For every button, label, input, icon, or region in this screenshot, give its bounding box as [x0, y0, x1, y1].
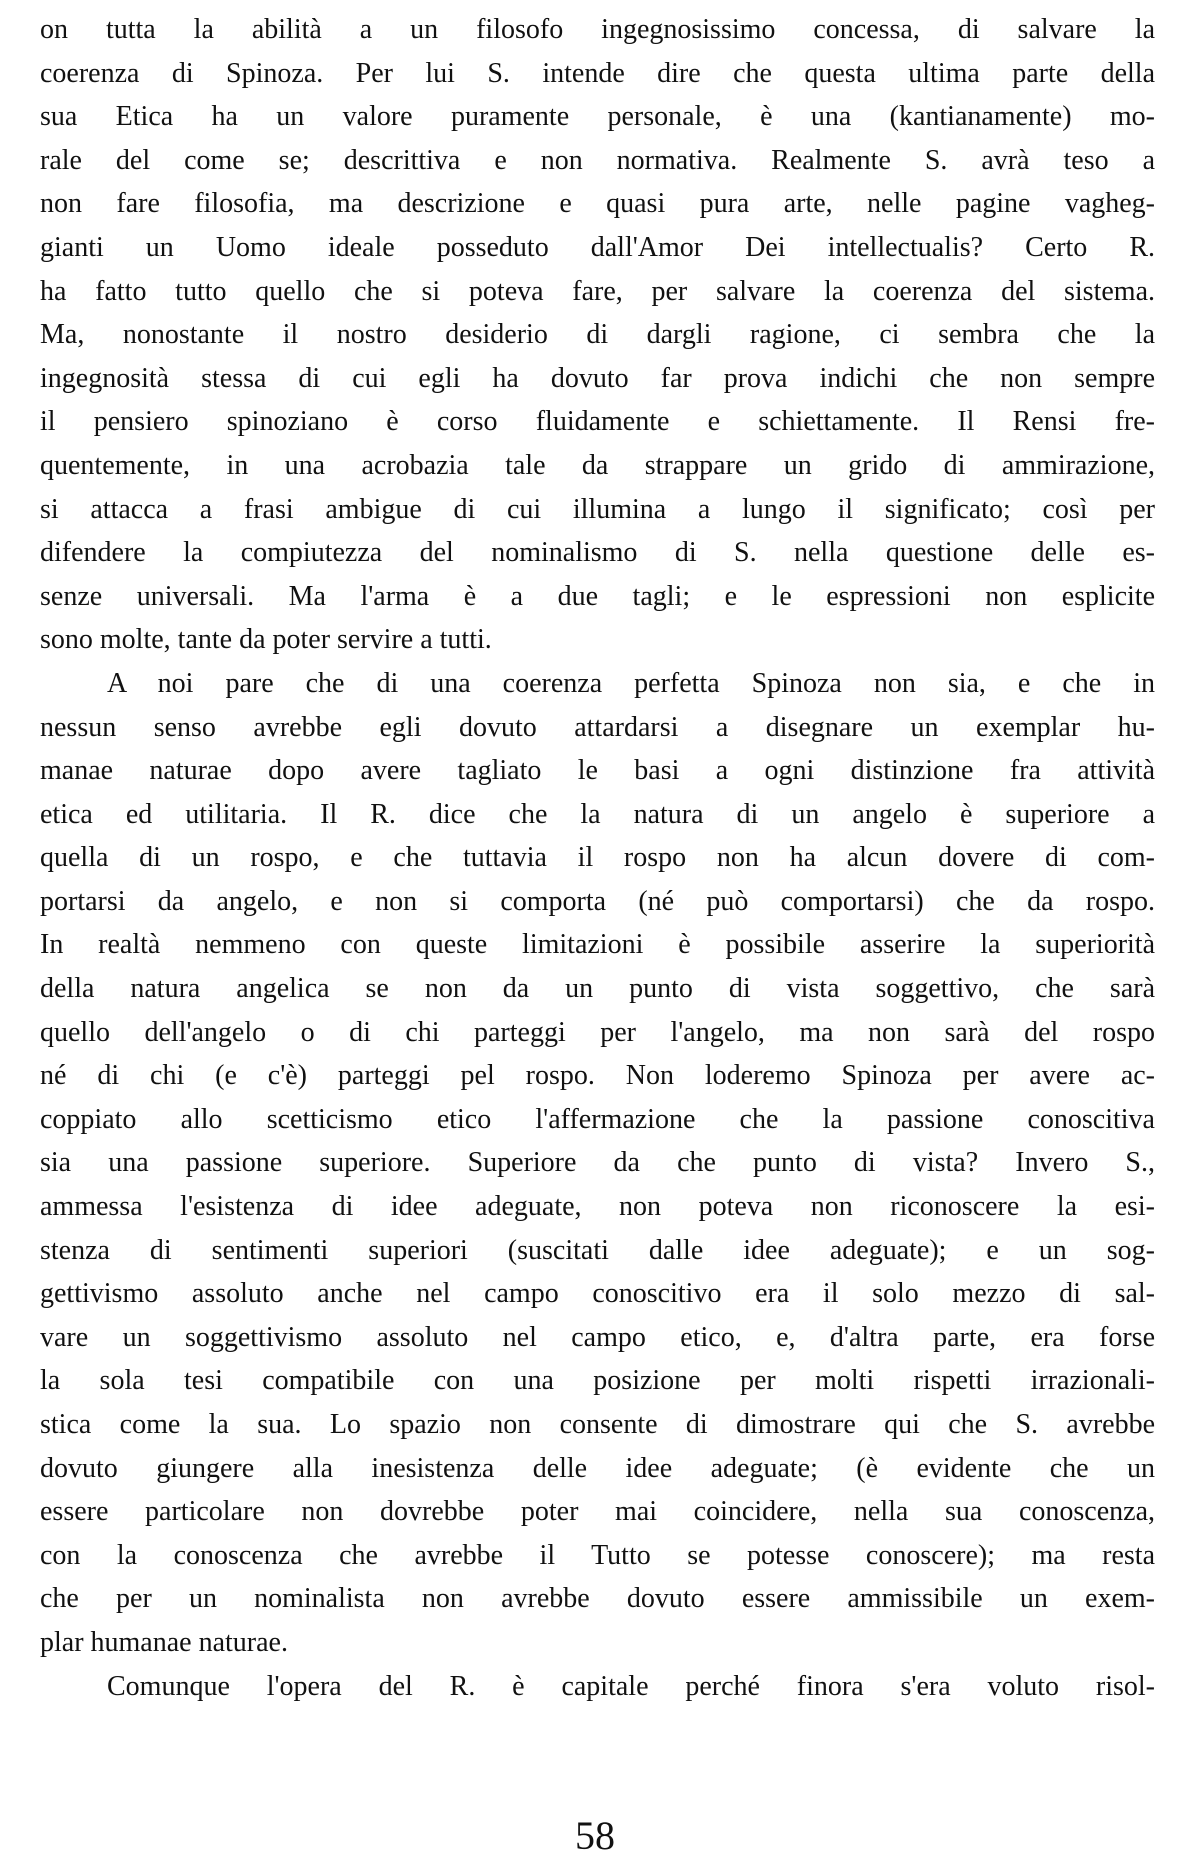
text-line: la sola tesi compatibile con una posizione per molti rispetti irrazionali-: [40, 1365, 1155, 1397]
text-line: senze universali. Ma l'arma è a due tagli; e le espressioni non esplicite: [40, 580, 1155, 612]
text-line: sono molte, tante da poter servire a tutti.: [40, 624, 492, 656]
page-number: 58: [575, 1813, 615, 1858]
text-line: il pensiero spinoziano è corso fluidamente e schiettamente. Il Rensi fre-: [40, 406, 1155, 438]
text-line: né di chi (e c'è) parteggi pel rospo. Non loderemo Spinoza per avere ac-: [40, 1060, 1155, 1092]
text-line: ammessa l'esistenza di idee adeguate, non poteva non riconoscere la esi-: [40, 1191, 1155, 1223]
text-line: della natura angelica se non da un punto di vista soggettivo, che sarà: [40, 973, 1155, 1005]
text-line: sua Etica ha un valore puramente personale, è una (kantianamente) mo-: [40, 101, 1155, 133]
paragraph-continued: [40, 8, 1155, 662]
text-line: ha fatto tutto quello che si poteva fare, per salvare la coerenza del sistema.: [40, 275, 1155, 307]
text-line: gianti un Uomo ideale posseduto dall'Amor Dei intellectualis? Certo R.: [40, 231, 1155, 263]
text-line: ingegnosità stessa di cui egli ha dovuto far prova indichi che non sempre: [40, 362, 1155, 394]
text-line: on tutta la abilità a un filosofo ingegnosissimo concessa, di salvare la: [40, 14, 1155, 45]
text-line: si attacca a frasi ambigue di cui illumina a lungo il significato; così per: [40, 493, 1155, 525]
text-line: Comunque l'opera del R. è capitale perché finora s'era voluto risol-: [107, 1670, 1155, 1702]
text-line: quella di un rospo, e che tuttavia il rospo non ha alcun dovere di com-: [40, 842, 1155, 874]
page-body-text: [40, 8, 1155, 1708]
text-line: portarsi da angelo, e non si comporta (né può comportarsi) che da rospo.: [40, 885, 1155, 917]
text-line: nessun senso avrebbe egli dovuto attardarsi a disegnare un exemplar hu-: [40, 711, 1155, 743]
text-line: vare un soggettivismo assoluto nel campo etico, e, d'altra parte, era forse: [40, 1321, 1155, 1353]
paragraph-comunque: [40, 1665, 1155, 1709]
text-line: Ma, nonostante il nostro desiderio di dargli ragione, ci sembra che la: [40, 319, 1155, 351]
text-line: A noi pare che di una coerenza perfetta Spinoza non sia, e che in: [107, 667, 1155, 699]
text-line: coerenza di Spinoza. Per lui S. intende dire che questa ultima parte della: [40, 57, 1155, 89]
text-line: coppiato allo scetticismo etico l'affermazione che la passione conoscitiva: [40, 1103, 1155, 1135]
text-line: difendere la compiutezza del nominalismo di S. nella questione delle es-: [40, 537, 1155, 569]
text-line: che per un nominalista non avrebbe dovuto essere ammissibile un exem-: [40, 1583, 1155, 1615]
text-line: rale del come se; descrittiva e non normativa. Realmente S. avrà teso a: [40, 144, 1155, 176]
text-line: etica ed utilitaria. Il R. dice che la natura di un angelo è superiore a: [40, 798, 1155, 830]
text-line: essere particolare non dovrebbe poter mai coincidere, nella sua conoscenza,: [40, 1496, 1155, 1528]
text-line: stica come la sua. Lo spazio non consente di dimostrare qui che S. avrebbe: [40, 1409, 1155, 1440]
text-line: sia una passione superiore. Superiore da che punto di vista? Invero S.,: [40, 1147, 1155, 1179]
text-line: quentemente, in una acrobazia tale da strappare un grido di ammirazione,: [40, 449, 1155, 481]
text-line: plar humanae naturae.: [40, 1626, 288, 1658]
paragraph-coerenza: [40, 662, 1155, 1665]
text-line: quello dell'angelo o di chi parteggi per l'angelo, ma non sarà del rospo: [40, 1016, 1155, 1048]
text-line: stenza di sentimenti superiori (suscitati dalle idee adeguate); e un sog-: [40, 1234, 1155, 1266]
text-line: manae naturae dopo avere tagliato le basi a ogni distinzione fra attività: [40, 755, 1155, 787]
text-line: dovuto giungere alla inesistenza delle idee adeguate; (è evidente che un: [40, 1452, 1155, 1484]
text-line: non fare filosofia, ma descrizione e quasi pura arte, nelle pagine vagheg-: [40, 188, 1155, 220]
text-line: In realtà nemmeno con queste limitazioni è possibile asserire la superiorità: [40, 929, 1155, 961]
text-line: gettivismo assoluto anche nel campo conoscitivo era il solo mezzo di sal-: [40, 1278, 1155, 1310]
text-line: con la conoscenza che avrebbe il Tutto se potesse conoscere); ma resta: [40, 1539, 1155, 1571]
